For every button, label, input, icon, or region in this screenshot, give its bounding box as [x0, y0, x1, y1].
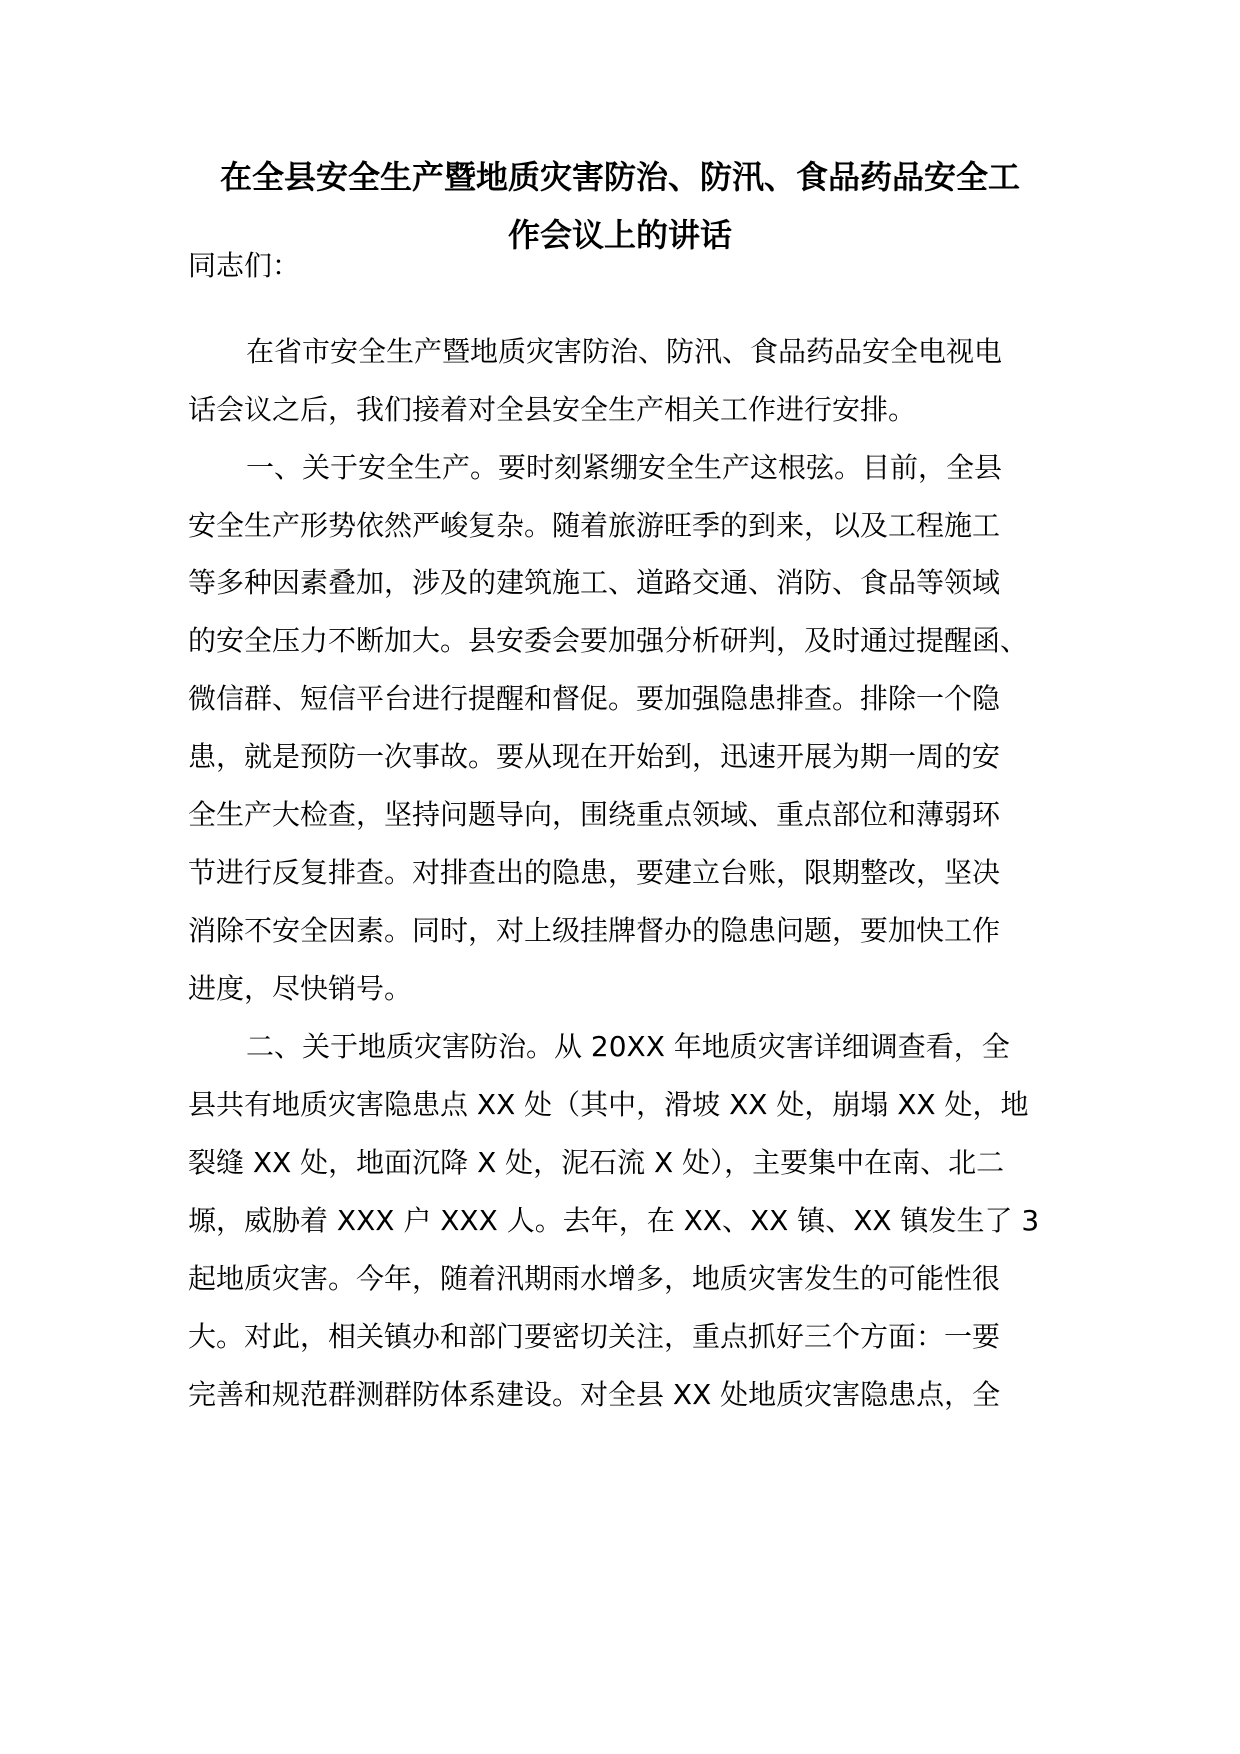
body-line: 进度，尽快销号。	[188, 972, 413, 1005]
body-line: 的安全压力不断加大。县安委会要加强分析研判，及时通过提醒函、	[188, 624, 1029, 657]
body-line: 安全生产形势依然严峻复杂。随着旅游旺季的到来，以及工程施工	[188, 509, 1001, 542]
body-line: 节进行反复排查。对排查出的隐患，要建立台账，限期整改，坚决	[188, 856, 1001, 889]
body-line: 在省市安全生产暨地质灾害防治、防汛、食品药品安全电视电	[246, 335, 1003, 368]
body-line: 起地质灾害。今年，随着汛期雨水增多，地质灾害发生的可能性很	[188, 1262, 1001, 1295]
body-line: 二、关于地质灾害防治。从 20XX 年地质灾害详细调查看，全	[246, 1030, 1010, 1063]
body-line: 消除不安全因素。同时，对上级挂牌督办的隐患问题，要加快工作	[188, 914, 1001, 947]
body-line: 完善和规范群测群防体系建设。对全县 XX 处地质灾害隐患点，全	[188, 1378, 1001, 1411]
body-line: 大。对此，相关镇办和部门要密切关注，重点抓好三个方面：一要	[188, 1320, 1001, 1353]
body-line: 一、关于安全生产。要时刻紧绷安全生产这根弦。目前，全县	[246, 451, 1003, 484]
document-title-line-2: 作会议上的讲话	[507, 216, 732, 254]
salutation: 同志们：	[188, 249, 301, 282]
body-line: 县共有地质灾害隐患点 XX 处（其中，滑坡 XX 处，崩塌 XX 处，地	[188, 1088, 1029, 1121]
body-line: 话会议之后，我们接着对全县安全生产相关工作进行安排。	[188, 393, 917, 426]
body-line: 患，就是预防一次事故。要从现在开始到，迅速开展为期一周的安	[188, 740, 1001, 773]
body-line: 等多种因素叠加，涉及的建筑施工、道路交通、消防、食品等领域	[188, 566, 1001, 599]
document-title-line-1: 在全县安全生产暨地质灾害防治、防汛、食品药品安全工	[219, 158, 1020, 196]
body-line: 裂缝 XX 处，地面沉降 X 处，泥石流 X 处），主要集中在南、北二	[188, 1146, 1005, 1179]
body-line: 塬，威胁着 XXX 户 XXX 人。去年，在 XX、XX 镇、XX 镇发生了 3	[188, 1204, 1040, 1237]
body-line: 微信群、短信平台进行提醒和督促。要加强隐患排查。排除一个隐	[188, 682, 1001, 715]
body-line: 全生产大检查，坚持问题导向，围绕重点领域、重点部位和薄弱环	[188, 798, 1001, 831]
